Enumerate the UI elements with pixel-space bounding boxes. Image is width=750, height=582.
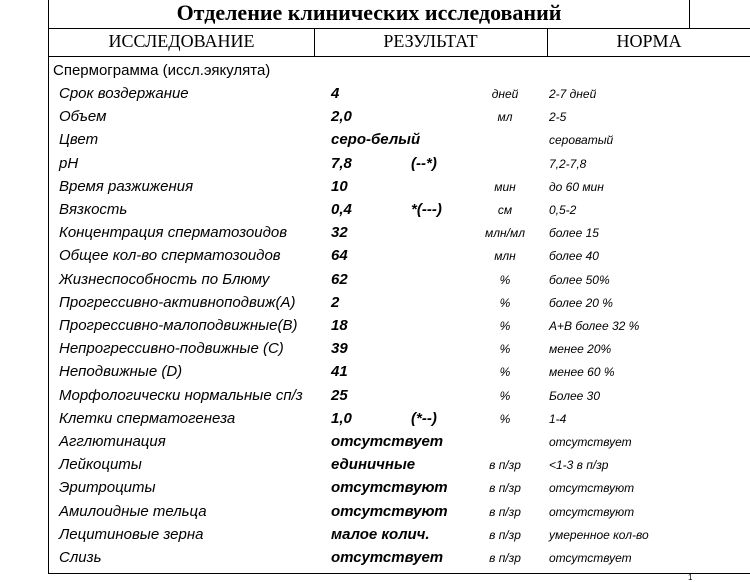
table-row	[49, 315, 750, 338]
row-unit: млн/мл	[485, 226, 525, 241]
row-unit: дней	[491, 87, 519, 101]
row-norm: отсутствуют	[549, 481, 635, 496]
title-divider	[689, 0, 690, 28]
row-name: Агглютинация	[59, 433, 166, 450]
table-row	[49, 222, 750, 245]
row-name: Непрогрессивно-подвижные (С)	[59, 340, 284, 358]
table-row	[49, 106, 750, 129]
row-unit: %	[499, 295, 511, 310]
row-unit: %	[499, 411, 511, 426]
row-name: pH	[59, 154, 79, 172]
row-value: 0,4	[331, 201, 352, 218]
row-value: 62	[331, 270, 348, 288]
row-norm: отсутствует	[549, 551, 632, 565]
row-norm: Более 30	[549, 388, 601, 403]
table-row	[49, 408, 750, 431]
row-value: 18	[331, 317, 348, 334]
row-norm: отсутствует	[549, 435, 632, 449]
row-unit: %	[499, 272, 511, 287]
row-name: Срок воздержание	[59, 85, 189, 102]
row-norm: 0,5-2	[549, 203, 577, 217]
row-value: серо-белый	[331, 131, 421, 149]
row-name: Морфологически нормальные сп/з	[59, 386, 303, 404]
report-sheet	[48, 0, 750, 574]
row-value: отсутствуют	[331, 479, 448, 497]
row-name: Эритроциты	[59, 479, 156, 497]
table-row	[49, 199, 750, 222]
header-norm: НОРМА	[616, 31, 682, 51]
row-value: отсутствуют	[331, 502, 448, 520]
row-name: Время разжижения	[59, 177, 194, 195]
report-title: Отделение клинических исследований	[176, 0, 562, 25]
row-value: 7,8	[331, 154, 352, 172]
row-unit: %	[499, 365, 511, 380]
table-row	[49, 269, 750, 292]
row-value: 39	[331, 340, 348, 358]
row-value: 32	[331, 224, 348, 242]
row-value: 25	[331, 386, 348, 404]
row-value: отсутствует	[331, 433, 444, 450]
row-name: Общее кол-во сперматозоидов	[59, 247, 281, 265]
row-unit: мл	[497, 110, 513, 125]
table-row	[49, 245, 750, 268]
table-row	[49, 454, 750, 477]
row-name: Прогрессивно-малоподвижные(В)	[59, 317, 298, 334]
table-row	[49, 292, 750, 315]
row-name: Прогрессивно-активноподвиж(А)	[59, 293, 296, 311]
section-title: Спермограмма (иссл.эякулята)	[53, 62, 271, 79]
page-mark: 1	[688, 573, 693, 582]
row-value: 41	[331, 363, 348, 381]
title-row	[49, 0, 750, 29]
row-name: Амилоидные тельца	[59, 502, 207, 520]
row-value: 10	[331, 177, 348, 195]
row-unit: в п/зр	[489, 458, 521, 473]
row-norm: более 40	[549, 249, 599, 264]
row-norm: 1-4	[549, 411, 567, 426]
row-unit: %	[499, 342, 511, 357]
row-value: малое колич.	[331, 525, 430, 543]
table-row	[49, 385, 750, 408]
row-note: (*--)	[411, 409, 437, 427]
row-norm: более 50%	[549, 272, 610, 287]
table-row	[49, 83, 750, 106]
table-row	[49, 477, 750, 500]
row-norm: 7,2-7,8	[549, 156, 587, 171]
row-value: единичные	[331, 456, 416, 474]
row-unit: в п/зр	[489, 551, 521, 565]
table-row	[49, 129, 750, 152]
row-norm: менее 60 %	[549, 365, 615, 380]
table-row	[49, 431, 750, 454]
row-name: Цвет	[59, 131, 99, 149]
header-row	[49, 28, 750, 57]
row-norm: сероватый	[549, 133, 614, 148]
row-note: (--*)	[411, 154, 437, 172]
row-name: Лейкоциты	[59, 456, 142, 474]
row-norm: менее 20%	[549, 342, 612, 357]
table-row	[49, 524, 750, 547]
row-name: Вязкость	[59, 201, 128, 218]
row-name: Клетки сперматогенеза	[59, 409, 236, 427]
row-norm: 2-5	[549, 110, 567, 125]
header-result: РЕЗУЛЬТАТ	[383, 31, 478, 51]
header-divider-2	[547, 28, 548, 56]
row-unit: млн	[494, 249, 516, 264]
row-value: 2,0	[331, 108, 352, 126]
row-value: 64	[331, 247, 348, 265]
row-value: 2	[331, 293, 340, 311]
row-name: Слизь	[59, 549, 102, 566]
row-value: 4	[331, 85, 340, 102]
row-name: Лецитиновые зерна	[59, 525, 204, 543]
table-row	[49, 153, 750, 176]
row-norm: умеренное кол-во	[549, 527, 649, 542]
row-norm: до 60 мин	[549, 179, 604, 194]
row-unit: мин	[494, 179, 516, 194]
row-unit: в п/зр	[489, 527, 521, 542]
table-row	[49, 338, 750, 361]
row-norm: <1-3 в п/зр	[549, 458, 609, 473]
table-row	[49, 547, 750, 570]
row-name: Концентрация сперматозоидов	[59, 224, 288, 242]
row-unit: %	[499, 388, 511, 403]
row-norm: более 20 %	[549, 295, 613, 310]
row-norm: 2-7 дней	[549, 87, 597, 101]
row-value: 1,0	[331, 409, 352, 427]
table-row	[49, 361, 750, 384]
row-norm: более 15	[549, 226, 599, 241]
row-note: *(---)	[411, 201, 442, 218]
row-name: Объем	[59, 108, 107, 126]
row-norm: отсутствуют	[549, 504, 635, 519]
header-divider-1	[314, 28, 315, 56]
row-unit: в п/зр	[489, 481, 521, 496]
header-study: ИССЛЕДОВАНИЕ	[108, 31, 255, 51]
row-norm: А+В более 32 %	[549, 319, 640, 333]
row-name: Жизнеспособность по Блюму	[59, 270, 270, 288]
row-unit: в п/зр	[489, 504, 521, 519]
table-row	[49, 501, 750, 524]
row-unit: см	[497, 203, 513, 217]
row-unit: %	[499, 319, 511, 333]
row-value: отсутствует	[331, 549, 444, 566]
row-name: Неподвижные (D)	[59, 363, 183, 381]
table-row	[49, 176, 750, 199]
